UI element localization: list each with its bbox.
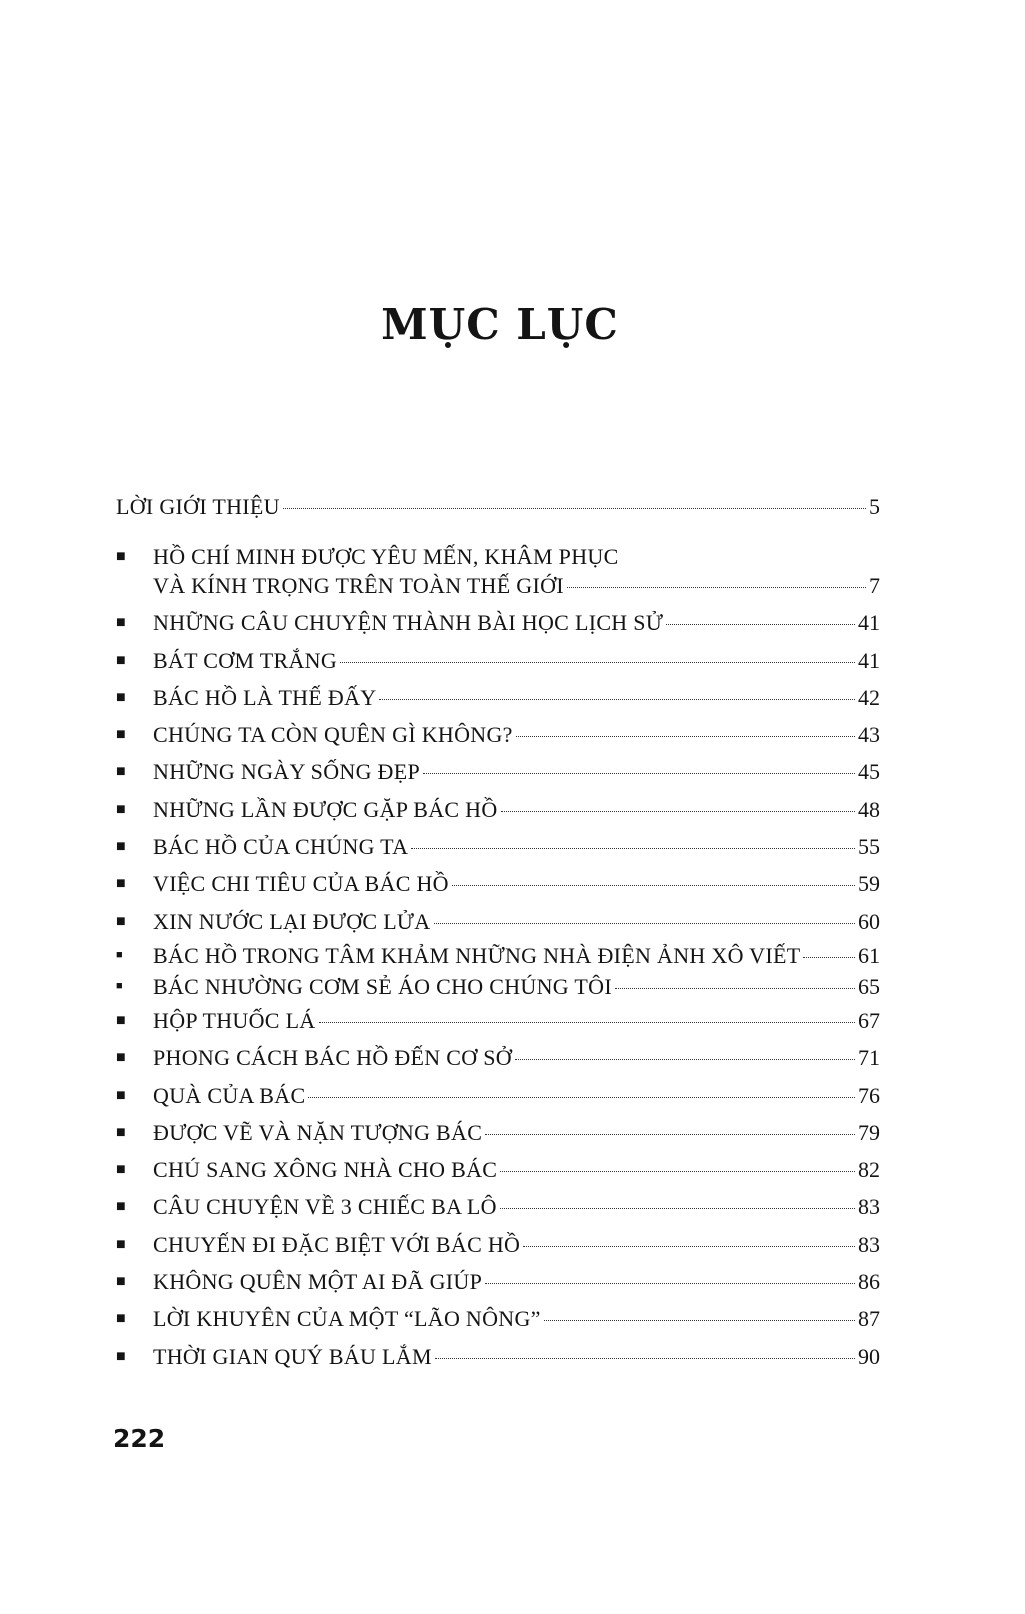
toc-entry <box>116 1077 880 1114</box>
dot-leader <box>485 1283 855 1284</box>
square-bullet-icon: ■ <box>116 1310 126 1328</box>
toc-entry-label: KHÔNG QUÊN MỘT AI ĐÃ GIÚP <box>153 1269 483 1295</box>
dot-leader <box>283 508 866 509</box>
toc-entry-page: 7 <box>869 573 880 599</box>
dot-leader <box>423 773 855 774</box>
dot-leader <box>666 624 855 625</box>
square-bullet-icon: ■ <box>116 763 126 781</box>
dot-leader <box>435 1358 855 1359</box>
toc-entry <box>116 971 880 1002</box>
dot-leader <box>411 848 855 849</box>
dot-leader <box>319 1022 856 1023</box>
toc-entry-label: QUÀ CỦA BÁC <box>153 1082 306 1108</box>
toc-entry-label: THỜI GIAN QUÝ BÁU LẮM <box>153 1343 432 1369</box>
toc-entry-intro <box>116 488 880 525</box>
dot-leader <box>523 1246 855 1247</box>
toc-entry <box>116 542 880 600</box>
square-bullet-icon: ■ <box>116 948 123 961</box>
table-of-contents <box>116 488 880 1375</box>
square-bullet-icon: ■ <box>116 1123 126 1141</box>
toc-entry-label: NHỮNG NGÀY SỐNG ĐẸP <box>153 759 421 785</box>
toc-entry-label: CHÚ SANG XÔNG NHÀ CHO BÁC <box>153 1157 498 1183</box>
dot-leader <box>500 1171 855 1172</box>
dot-leader <box>485 1134 855 1135</box>
toc-entry <box>116 1114 880 1151</box>
square-bullet-icon: ■ <box>116 688 126 706</box>
toc-entry-page: 43 <box>858 722 880 748</box>
toc-entry-page: 5 <box>869 494 880 519</box>
toc-entry <box>116 679 880 716</box>
toc-entry-page: 48 <box>858 796 880 822</box>
toc-entry-label: CHÚNG TA CÒN QUÊN GÌ KHÔNG? <box>153 722 513 748</box>
dot-leader <box>544 1320 855 1321</box>
square-bullet-icon: ■ <box>116 1235 126 1253</box>
toc-entry-label: BÁC HỒ LÀ THẾ ĐẤY <box>153 684 377 710</box>
dot-leader <box>803 957 855 958</box>
square-bullet-icon: ■ <box>116 800 126 818</box>
toc-entry-page: 41 <box>858 610 880 636</box>
page-title: MỤC LỤC <box>381 300 619 349</box>
toc-entry-label: CHUYẾN ĐI ĐẶC BIỆT VỚI BÁC HỒ <box>153 1231 521 1257</box>
toc-entry-label: BÁC HỒ TRONG TÂM KHẢM NHỮNG NHÀ ĐIỆN ẢNH XÔ VIẾT <box>153 942 801 968</box>
toc-entry <box>116 753 880 790</box>
toc-entry-page: 65 <box>858 973 880 999</box>
toc-entry <box>116 604 880 641</box>
toc-entry-page: 60 <box>858 908 880 934</box>
toc-entry-page: 86 <box>858 1269 880 1295</box>
dot-leader <box>500 1208 855 1209</box>
toc-entry-label: NHỮNG LẦN ĐƯỢC GẶP BÁC HỒ <box>153 796 498 822</box>
toc-entry-page: 90 <box>858 1343 880 1369</box>
dot-leader <box>308 1097 855 1098</box>
square-bullet-icon: ■ <box>116 838 126 856</box>
toc-entry-page: 41 <box>858 647 880 673</box>
toc-entry <box>116 828 880 865</box>
square-bullet-icon: ■ <box>116 1347 126 1365</box>
toc-entry-label: ĐƯỢC VẼ VÀ NẶN TƯỢNG BÁC <box>153 1119 483 1145</box>
toc-entry-label: XIN NƯỚC LẠI ĐƯỢC LỬA <box>153 908 431 934</box>
toc-entry-page: 83 <box>858 1194 880 1220</box>
square-bullet-icon: ■ <box>116 1198 126 1216</box>
toc-entry <box>116 903 880 940</box>
toc-entry-label-continued: VÀ KÍNH TRỌNG TRÊN TOÀN THẾ GIỚI <box>153 573 564 599</box>
toc-entry-label: PHONG CÁCH BÁC HỒ ĐẾN CƠ SỞ <box>153 1045 512 1071</box>
toc-entry-label: CÂU CHUYỆN VỀ 3 CHIẾC BA LÔ <box>153 1194 497 1220</box>
toc-entry <box>116 642 880 679</box>
page-number: 222 <box>113 1424 166 1453</box>
square-bullet-icon: ■ <box>116 614 126 632</box>
toc-entry <box>116 1002 880 1039</box>
square-bullet-icon: ■ <box>116 875 126 893</box>
toc-entry <box>116 1338 880 1375</box>
toc-entry <box>116 940 880 971</box>
toc-entry-label: HỘP THUỐC LÁ <box>153 1007 316 1033</box>
toc-entry <box>116 1226 880 1263</box>
toc-entry-page: 67 <box>858 1007 880 1033</box>
toc-entry-list <box>116 604 880 1375</box>
toc-entry-label: HỒ CHÍ MINH ĐƯỢC YÊU MẾN, KHÂM PHỤC <box>153 544 619 570</box>
toc-entry <box>116 1188 880 1225</box>
toc-entry-page: 71 <box>858 1045 880 1071</box>
toc-entry-label: BÁC NHƯỜNG CƠM SẺ ÁO CHO CHÚNG TÔI <box>153 973 612 999</box>
toc-entry <box>116 1039 880 1076</box>
toc-entry-label: LỜI GIỚI THIỆU <box>116 494 280 519</box>
square-bullet-icon: ■ <box>116 726 126 744</box>
square-bullet-icon: ■ <box>116 1011 126 1029</box>
square-bullet-icon: ■ <box>116 548 126 566</box>
toc-entry-page: 82 <box>858 1157 880 1183</box>
toc-entry <box>116 1263 880 1300</box>
dot-leader <box>501 811 855 812</box>
toc-entry-page: 79 <box>858 1119 880 1145</box>
toc-entry <box>116 791 880 828</box>
dot-leader <box>434 923 856 924</box>
toc-entry <box>116 1151 880 1188</box>
square-bullet-icon: ■ <box>116 912 126 930</box>
square-bullet-icon: ■ <box>116 1049 126 1067</box>
dot-leader <box>567 587 866 588</box>
toc-entry-label: LỜI KHUYÊN CỦA MỘT “LÃO NÔNG” <box>153 1306 541 1332</box>
square-bullet-icon: ■ <box>116 651 126 669</box>
square-bullet-icon: ■ <box>116 1161 126 1179</box>
toc-entry-label: BÁT CƠM TRẮNG <box>153 647 338 673</box>
dot-leader <box>515 1059 855 1060</box>
toc-entry-page: 42 <box>858 684 880 710</box>
toc-entry <box>116 865 880 902</box>
toc-entry <box>116 716 880 753</box>
toc-entry <box>116 1300 880 1337</box>
dot-leader <box>379 699 855 700</box>
square-bullet-icon: ■ <box>116 1086 126 1104</box>
square-bullet-icon: ■ <box>116 979 123 992</box>
toc-entry-label: VIỆC CHI TIÊU CỦA BÁC HỒ <box>153 871 449 897</box>
dot-leader <box>516 736 855 737</box>
toc-entry-page: 83 <box>858 1231 880 1257</box>
toc-entry-page: 45 <box>858 759 880 785</box>
toc-entry-page: 61 <box>858 942 880 968</box>
toc-entry-label: NHỮNG CÂU CHUYỆN THÀNH BÀI HỌC LỊCH SỬ <box>153 610 664 636</box>
toc-entry-page: 59 <box>858 871 880 897</box>
dot-leader <box>340 662 855 663</box>
toc-entry-page: 55 <box>858 834 880 860</box>
square-bullet-icon: ■ <box>116 1273 126 1291</box>
toc-entry-label: BÁC HỒ CỦA CHÚNG TA <box>153 834 409 860</box>
toc-entry-page: 87 <box>858 1306 880 1332</box>
toc-entry-page: 76 <box>858 1082 880 1108</box>
dot-leader <box>615 988 855 989</box>
dot-leader <box>452 885 855 886</box>
